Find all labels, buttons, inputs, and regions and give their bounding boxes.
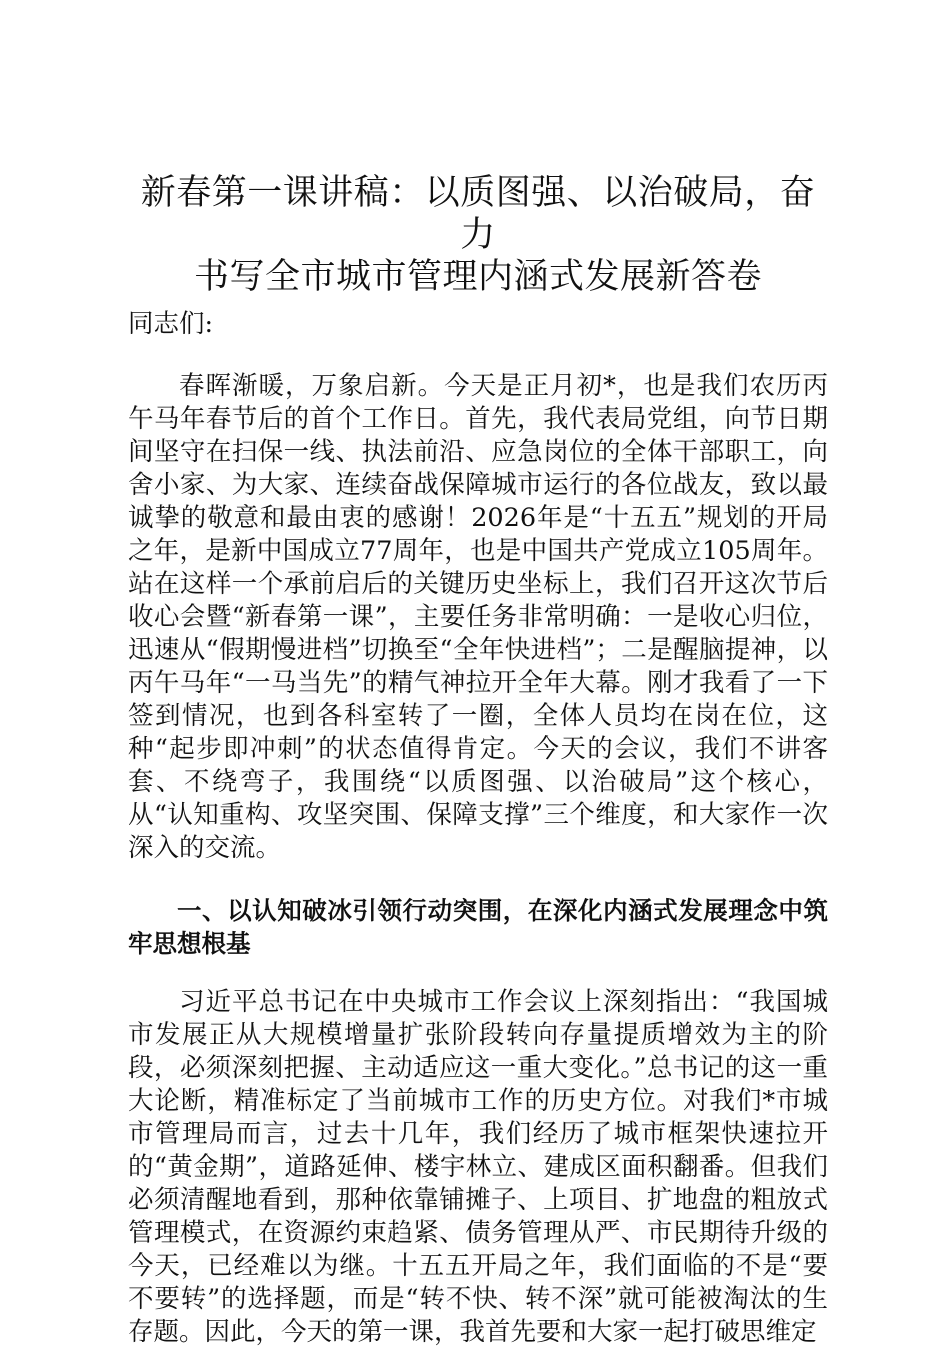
title-line-2: 书写全市城市管理内涵式发展新答卷: [193, 257, 762, 297]
document-title: [124, 172, 832, 298]
greeting: 同志们:: [128, 309, 214, 339]
opening-paragraph: 春晖渐暖，万象启新。今天是正月初*，也是我们农历丙午马年春节后的首个工作日。首先，我代表局党组，向节日期间坚守在扫保一线、执法前沿、应急岗位的全体干部职工，向舍小家、为大家、连续奋战保障城市运行的各位战友，致以最诚挚的敬意和最由衷的感谢！2026年是“十五五”规划的开局之年，是新中国成立77周年，也是中国共产党成立105周年。站在这样一个承前启后的关键历史坐标上，我们召开这次节后收心会暨“新春第一课”，主要任务非常明确：一是收心归位，迅速从“假期慢进档”切换至“全年快进档”；二是醒脑提神，以丙午马年“一马当先”的精气神拉开全年大幕。刚才我看了一下签到情况，也到各科室转了一圈，全体人员均在岗在位，这种“起步即冲刺”的状态值得肯定。今天的会议，我们不讲客套、不绕弯子，我围绕“以质图强、以治破局”这个核心，从“认知重构、攻坚突围、保障支撑”三个维度，和大家作一次深入的交流。: [128, 371, 828, 863]
section-1-paragraph: 习近平总书记在中央城市工作会议上深刻指出：“我国城市发展正从大规模增量扩张阶段转向存量提质增效为主的阶段，必须深刻把握、主动适应这一重大变化。”总书记的这一重大论断，精准标定了当前城市工作的历史方位。对我们*市城市管理局而言，过去十几年，我们经历了城市框架快速拉开的“黄金期”，道路延伸、楼宇林立、建成区面积翻番。但我们必须清醒地看到，那种依靠铺摊子、上项目、扩地盘的粗放式管理模式，在资源约束趋紧、债务管理从严、市民期待升级的今天，已经难以为继。十五五开局之年，我们面临的不是“要不要转”的选择题，而是“转不快、转不深”就可能被淘汰的生存题。因此，今天的第一课，我首先要和大家一起打破思维定: [128, 987, 828, 1347]
document-page: [128, 172, 828, 1349]
section-heading-1: 一、以认知破冰引领行动突围，在深化内涵式发展理念中筑牢思想根基: [128, 896, 828, 958]
title-line-1: 新春第一课讲稿：以质图强、以治破局，奋力: [140, 173, 816, 255]
